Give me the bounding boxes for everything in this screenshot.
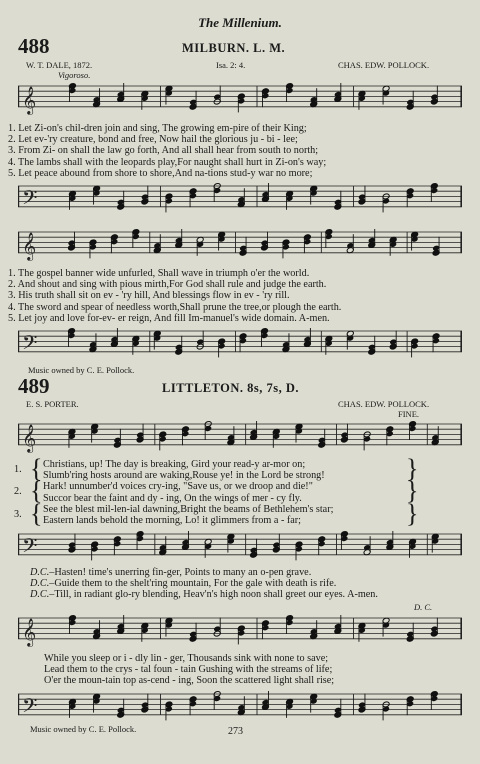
bass-clef-icon: 𝄢 — [22, 185, 38, 214]
verse-line: Eastern lands behold the morning, Lo! it glimmers from a - far; — [43, 514, 302, 526]
treble-staff-3 — [18, 418, 462, 458]
verse-line: While you sleep or i - dly lin - ger, Thousands sink with none to save; — [44, 653, 329, 664]
verse-line: 3. His truth shall sit on ev - 'ry hill, And blessings flow in ev - 'ry rill. — [8, 290, 290, 302]
dc-label: D.C. — [30, 589, 50, 601]
treble-staff-4 — [18, 612, 462, 652]
verse-line: –Guide them to the shelt'ring mountain, For the gale with death is rife. — [49, 578, 337, 590]
verse-line: –Hasten! time's unerring fin-ger, Points to many an o-pen grave. — [49, 567, 312, 578]
author-credit: E. S. PORTER. — [26, 399, 79, 409]
scripture-reference: Isa. 2: 4. — [216, 60, 246, 70]
verse-line: 2. Let ev-'ry creature, bond and free, Now hail the glorious ju - bi - lee; — [8, 134, 298, 146]
verse-line: 1. Let Zi-on's chil-dren join and sing, The growing em-pire of their King; — [8, 123, 307, 134]
verse-line: Lead them to the crys - tal foun - tain Gushing with the streams of life; — [44, 664, 333, 676]
copyright-notice-488: Music owned by C. E. Pollock. — [28, 365, 135, 375]
treble-staff-2 — [18, 226, 462, 268]
copyright-notice-489: Music owned by C. E. Pollock. — [30, 724, 137, 734]
brace-right: } — [406, 498, 419, 528]
verse-line: 4. The sword and spear of needless worth,Shall prune the tree,or plough the earth. — [8, 301, 342, 313]
brace-left: { — [30, 498, 43, 528]
verse-number: 3. — [14, 508, 22, 520]
treble-clef-icon: 𝄞 — [22, 85, 37, 114]
verse-line: Christians, up! The day is breaking, Gird your read-y ar-mor on; — [43, 459, 306, 470]
dc-label: D.C. — [30, 578, 50, 590]
page-number: 273 — [228, 726, 243, 737]
verse-line: –Till, in radiant glo-ry blending, Heav'n's high noon shall greet our eyes. A-men. — [49, 589, 378, 601]
treble-clef-icon: 𝄞 — [22, 617, 37, 646]
verse-line: 5. Let joy and love for-ev- er reign, And fill Im-manuel's wide domain. A-men. — [8, 312, 330, 324]
bass-staff-1 — [18, 180, 462, 222]
brace-left: { — [30, 476, 43, 506]
verse-line: 3. From Zi- on shall the law go forth, And all shall hear from south to north; — [8, 145, 319, 157]
author-credit: W. T. DALE, 1872. — [26, 60, 93, 70]
hymn-number-489: 489 — [18, 374, 50, 398]
verse-number: 1. — [14, 464, 22, 475]
da-capo-marking: D. C. — [414, 602, 433, 612]
treble-clef-icon: 𝄞 — [22, 423, 37, 452]
tempo-marking: Vigoroso. — [58, 70, 91, 80]
bass-staff-2 — [18, 325, 462, 363]
dc-lines — [30, 567, 378, 601]
treble-staff-1 — [18, 80, 462, 122]
verse-line: O'er the moun-tain top as-cend - ing, Soon the scattered light shall rise; — [44, 675, 335, 687]
running-head: The Millenium. — [198, 15, 282, 30]
bass-clef-icon: 𝄢 — [22, 533, 38, 562]
composer-credit: CHAS. EDW. POLLOCK. — [338, 60, 430, 70]
verse-number: 2. — [14, 486, 22, 498]
verse-line: Succor bear the faint and dy - ing, On the wings of mer - cy fly. — [43, 492, 302, 504]
tune-name-milburn: MILBURN. L. M. — [182, 41, 286, 55]
verse-line: 2. And shout and sing with pious mirth,For God shall rule and judge the earth. — [8, 279, 327, 291]
verse-line: 1. The gospel banner wide unfurled, Shall wave in triumph o'er the world. — [8, 268, 310, 279]
verse-line: See the blest mil-len-ial dawning,Bright the beams of Bethlehem's star; — [43, 503, 334, 515]
bass-clef-icon: 𝄢 — [22, 693, 38, 722]
tune-name-littleton: LITTLETON. 8s, 7s, D. — [162, 381, 300, 395]
bass-staff-4 — [18, 688, 462, 722]
verse-line: Slumb'ring hosts around are waking,Rouse ye! in the Lord be strong! — [43, 470, 325, 482]
verse-lines-488-b — [8, 268, 341, 324]
bass-staff-3 — [18, 528, 462, 566]
verse-line: 4. The lambs shall with the leopards play,For naught shall hurt in Zi-on's way; — [8, 156, 327, 168]
verse-lines-489-b — [44, 653, 334, 687]
verse-line: Hark! unnumber'd voices cry-ing, "Save us, or we droop and die!" — [43, 481, 313, 493]
dc-label: D.C. — [30, 567, 50, 578]
hymn-number-488: 488 — [18, 34, 50, 58]
bass-clef-icon: 𝄢 — [22, 330, 38, 359]
verse-lines-488-a — [8, 123, 326, 179]
treble-clef-icon: 𝄞 — [22, 231, 37, 260]
fine-marking: FINE. — [398, 409, 420, 419]
brace-right: } — [406, 476, 419, 506]
brace-left: { — [30, 454, 43, 483]
composer-credit: CHAS. EDW. POLLOCK. — [338, 399, 430, 409]
brace-right: } — [406, 454, 419, 483]
verse-line: 5. Let peace abound from shore to shore,And na-tions stud-y war no more; — [8, 167, 313, 179]
